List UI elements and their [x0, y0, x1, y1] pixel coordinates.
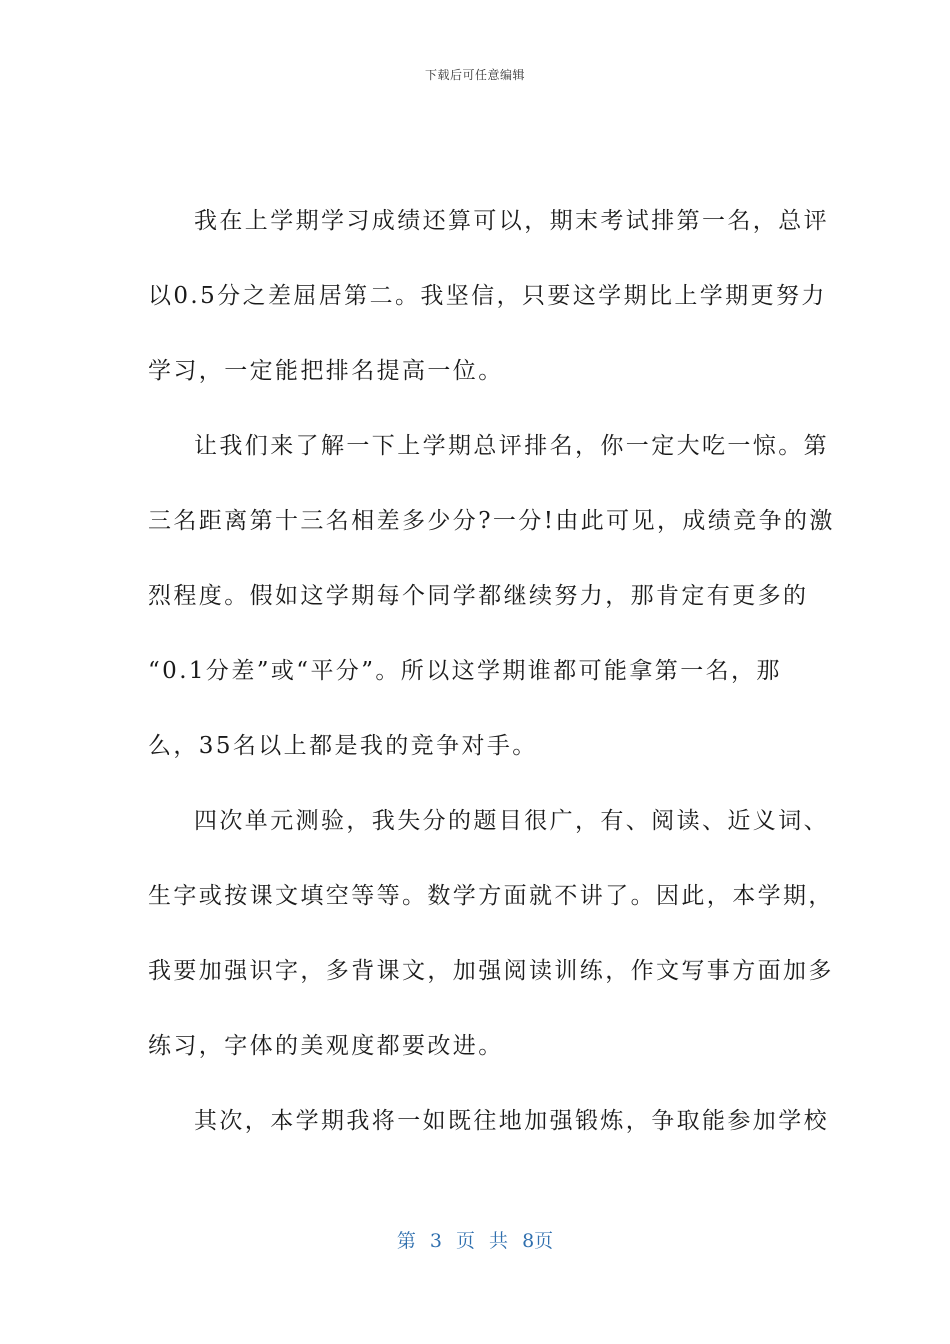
body-line-4: 让我们来了解一下上学期总评排名，你一定大吃一惊。第 — [194, 433, 829, 459]
document-body — [148, 198, 835, 1173]
body-line-5: 三名距离第十三名相差多少分?一分!由此可见，成绩竞争的激 — [148, 508, 835, 534]
page-number-footer: 第 3 页 共 8页 — [396, 1230, 554, 1252]
body-line-6: 烈程度。假如这学期每个同学都继续努力，那肯定有更多的 — [148, 583, 809, 609]
body-line-8: 么，35名以上都是我的竞争对手。 — [148, 733, 538, 759]
body-line-1: 我在上学期学习成绩还算可以，期末考试排第一名，总评 — [194, 208, 829, 234]
body-line-2: 以0.5分之差屈居第二。我坚信，只要这学期比上学期更努力 — [148, 283, 827, 309]
page-header-note: 下载后可任意编辑 — [424, 68, 525, 82]
body-line-9: 四次单元测验，我失分的题目很广，有、阅读、近义词、 — [194, 808, 829, 834]
body-line-3: 学习，一定能把排名提高一位。 — [148, 358, 504, 384]
body-line-11: 我要加强识字，多背课文，加强阅读训练，作文写事方面加多 — [148, 958, 834, 984]
body-line-12: 练习，字体的美观度都要改进。 — [148, 1033, 504, 1059]
body-line-13: 其次，本学期我将一如既往地加强锻炼，争取能参加学校 — [194, 1108, 829, 1134]
body-line-7: “0.1分差”或“平分”。所以这学期谁都可能拿第一名，那 — [148, 658, 782, 684]
body-line-10: 生字或按课文填空等等。数学方面就不讲了。因此，本学期， — [148, 883, 834, 909]
